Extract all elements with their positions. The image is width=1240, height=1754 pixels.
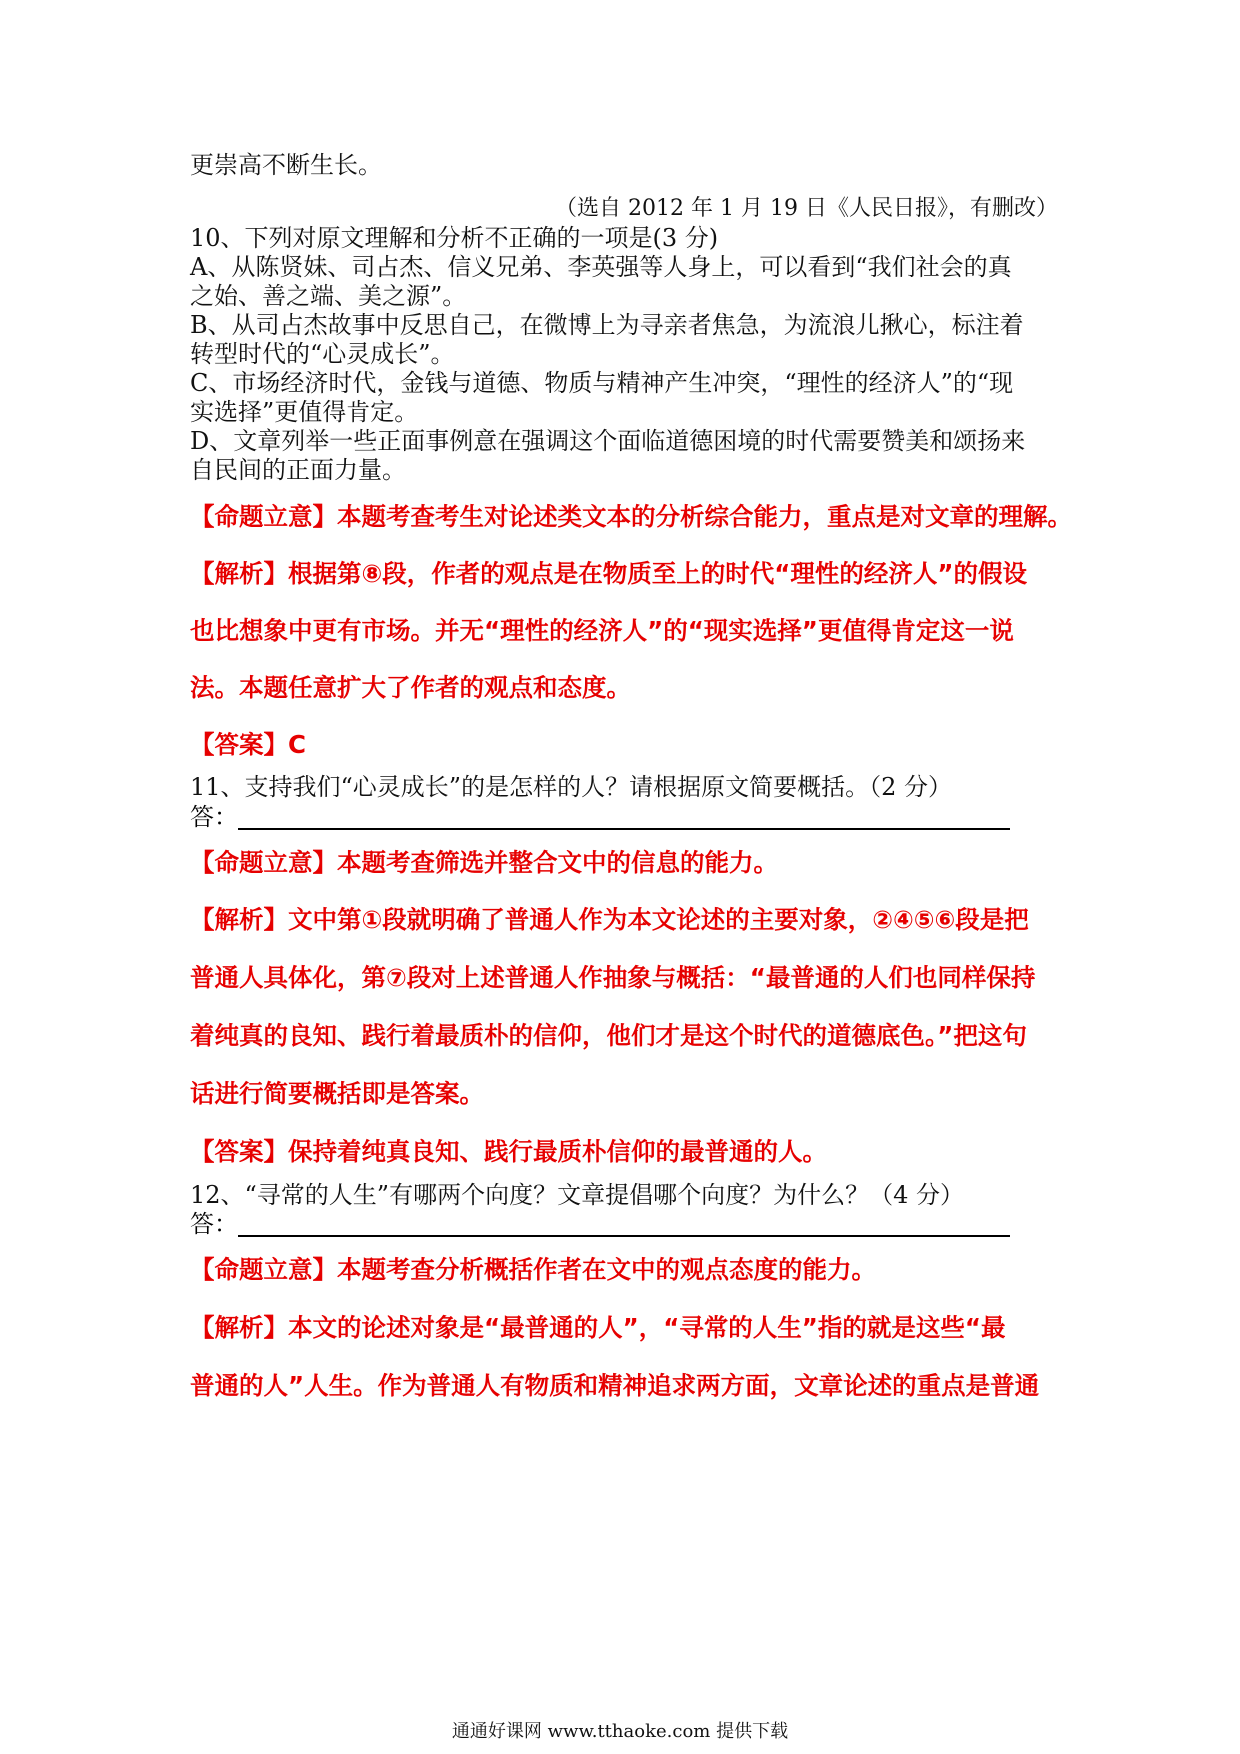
- q11-analysis-line2: 普通人具体化，第⑦段对上述普通人作抽象与概括：“最普通的人们也同样保持: [190, 963, 1036, 992]
- question-10: 10、下列对原文理解和分析不正确的一项是(3 分): [190, 224, 719, 252]
- q12-answer-row: [190, 1209, 1010, 1239]
- q12-analysis-line2: 普通的人”人生。作为普通人有物质和精神追求两方面，文章论述的重点是普通: [190, 1371, 1040, 1400]
- q11-answer-blank[interactable]: [238, 828, 1010, 830]
- option-c-line1: C、市场经济时代，金钱与道德、物质与精神产生冲突，“理性的经济人”的“现: [190, 369, 1014, 397]
- q11-answer: 【答案】保持着纯真良知、践行最质朴信仰的最普通的人。: [190, 1137, 827, 1166]
- option-c-line2: 实选择”更值得肯定。: [190, 398, 419, 426]
- q10-analysis-line1: 【解析】根据第⑧段，作者的观点是在物质至上的时代“理性的经济人”的假设: [190, 559, 1027, 588]
- option-d-line1: D、文章列举一些正面事例意在强调这个面临道德困境的时代需要赞美和颂扬来: [190, 427, 1026, 455]
- q12-answer-label: 答：: [190, 1210, 238, 1238]
- question-12: 12、“寻常的人生”有哪两个向度？文章提倡哪个向度？为什么？（4 分）: [190, 1181, 964, 1209]
- q11-answer-row: [190, 802, 1010, 832]
- q12-answer-blank[interactable]: [238, 1235, 1010, 1237]
- option-d-line2: 自民间的正面力量。: [190, 456, 406, 484]
- q11-analysis-line4: 话进行简要概括即是答案。: [190, 1079, 484, 1108]
- q12-analysis-line1: 【解析】本文的论述对象是“最普通的人”，“寻常的人生”指的就是这些“最: [190, 1313, 1006, 1342]
- q11-answer-label: 答：: [190, 803, 238, 831]
- page-footer: 通通好课网 www.tthaoke.com 提供下载: [451, 1721, 789, 1742]
- question-11: 11、支持我们“心灵成长”的是怎样的人？请根据原文简要概括。（2 分）: [190, 773, 952, 801]
- q12-intent: 【命题立意】本题考查分析概括作者在文中的观点态度的能力。: [190, 1255, 876, 1284]
- q10-intent: 【命题立意】本题考查考生对论述类文本的分析综合能力，重点是对文章的理解。: [190, 502, 1072, 531]
- option-a-line2: 之始、善之端、美之源”。: [190, 282, 467, 310]
- option-b-line1: B、从司占杰故事中反思自己，在微博上为寻亲者焦急，为流浪儿揪心，标注着: [190, 311, 1024, 339]
- q10-answer: 【答案】C: [190, 730, 306, 759]
- q11-analysis-line1: 【解析】文中第①段就明确了普通人作为本文论述的主要对象，②④⑤⑥段是把: [190, 905, 1029, 934]
- text-line-closing: 更崇高不断生长。: [190, 151, 382, 179]
- source-citation: （选自 2012 年 1 月 19 日《人民日报》，有删改）: [555, 196, 1058, 221]
- q10-analysis-line3: 法。本题任意扩大了作者的观点和态度。: [190, 673, 631, 702]
- option-a-line1: A、从陈贤妹、司占杰、信义兄弟、李英强等人身上，可以看到“我们社会的真: [190, 253, 1012, 281]
- q11-analysis-line3: 着纯真的良知、践行着最质朴的信仰，他们才是这个时代的道德底色。”把这句: [190, 1021, 1027, 1050]
- q11-intent: 【命题立意】本题考查筛选并整合文中的信息的能力。: [190, 848, 778, 877]
- option-b-line2: 转型时代的“心灵成长”。: [190, 340, 455, 368]
- q10-analysis-line2: 也比想象中更有市场。并无“理性的经济人”的“现实选择”更值得肯定这一说: [190, 616, 1014, 645]
